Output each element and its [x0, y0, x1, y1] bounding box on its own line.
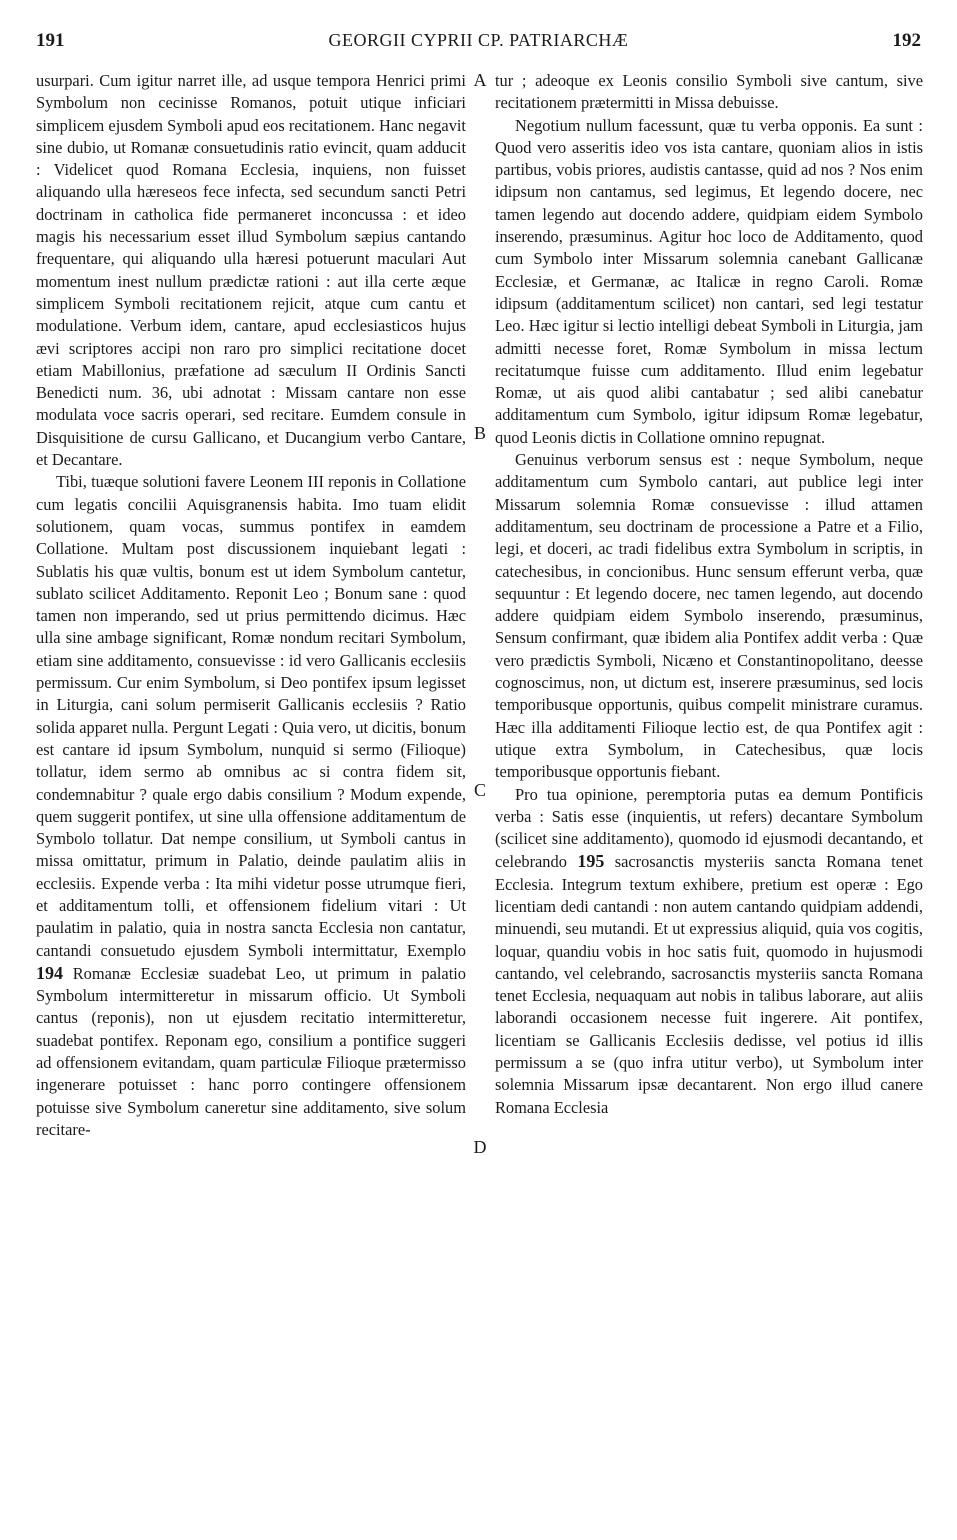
right-paragraph-4-text: Pro tua opinione, peremptoria putas ea demum Pontificis verba : Satis esse (inquientis, ut refers) decantare Symbolum (scilicet sine additamento), quomodo id ejusmodi decantando, et celebrando	[495, 784, 923, 872]
left-paragraph-2-tail: Romanæ Ecclesiæ suadebat Leo, ut primum in palatio Symbolum intermitteretur in missarum officio. Ut Symboli cantus (reponis), non ut ejusdem recitatio intermitteretur, suadebat pontifex. Reponam ego, consilium a pontifice suggeri ad offensionem evitandam, quam particulæ Filioque prætermisso ingenerare potuisset : hanc porro contingere offensionem potuisse sive Symbolum caneretur sine additamento, sive solum recitare-	[36, 963, 466, 1139]
margin-letter-b: B	[473, 423, 486, 443]
page-number-right: 192	[892, 30, 921, 51]
margin-letter-d: D	[473, 1137, 487, 1157]
right-paragraph-1: tur ; adeoque ex Leonis consilio Symboli sive cantum, sive recitationem prætermitti in Missa debuisse.	[495, 71, 923, 113]
column-number-195: 195	[577, 851, 605, 872]
right-column	[495, 70, 923, 1119]
column-number-194: 194	[36, 962, 63, 983]
running-title: GEORGII CYPRII CP. PATRIARCHÆ	[328, 30, 629, 50]
right-paragraph-2: Negotium nullum facessunt, quæ tu verba opponis. Ea sunt : Quod vero asseritis ideo vos ista cantare, quoniam alios in istis partibus, vobis priores, audistis cantasse, quid ad nos ? Nos enim idipsum non cantamus, sed legimus, Et legendo docere, nec tamen legendo aut docendo addere, quidpiam eidem Symbolo inserendo, præsuminus. Agitur hoc loco de Additamento, quod cum Symbolo inter Missarum solemnia canebant Gallicanæ Ecclesiæ, et Germanæ, ac Italicæ in regno Caroli. Romæ idipsum (additamentum scilicet) non cantari, sed legi testatur Leo. Hæc igitur si lectio intelligi debeat Symboli in Liturgia, jam admitti necesse foret, Romæ Symbolum in missa lectum recitatumque fuisse cum additamento. Illud enim legebatur Romæ, ut ais quod alibi cantabatur ; sed alibi canebatur additamentum cum Symbolo, igitur idipsum Romæ legebatur, quod Leonis dictis in Collatione omnino repugnat.	[495, 115, 923, 447]
left-column	[36, 70, 466, 1141]
right-paragraph-3: Genuinus verborum sensus est : neque Symbolum, neque additamentum cum Symbolo cantari, aut publice legi inter Missarum solemnia Romæ consuevisse : illud attamen additamentum, seu doctrinam de processione a Patre et a Filio, legi, et doceri, ac tradi fidelibus extra Symbolum in scriptis, in catechesibus, in concionibus. Hunc sensum efferunt verba, quæ sequuntur : Et legendo docere, nec tamen legendo, aut docendo addere quidpiam eidem Symbolo inserendo, præsuminus, Sensum confirmant, quæ ibidem alia Pontifex addit verba : Quæ vero prædictis Symboli, Nicæno et Constantinopolitano, deesse cognoscimus, non, ut dictum est, inserere præsuminus, sed locis temporibusque opportunis, quibus compelit ministrare curamus. Hæc illa additamenti Filioque lectio est, de qua Pontifex agit : utique extra Symbolum, in Catechesibus, quæ locis temporibusque opportunis fiebant.	[495, 450, 923, 782]
right-paragraph-4-tail: sacrosanctis mysteriis sancta Romana tenet Ecclesia. Integrum textum exhibere, pretium est operæ : Ego licentiam dedi cantandi : non autem cantando quidpiam addendi, minuendi, seu mutandi. Et ut expressius aliquid, quia vos cogitis, loquar, quandiu vobis in hoc satis fuit, quomodo in hujusmodi cantando, vel celebrando, sacrosanctis mysteriis sancta Romana tenet Ecclesia, nequaquam aut nobis in talibus laborare, aut aliis laborandi occasionem necesse fuit ingerere. Ait pontifex, licentiam se Gallicanis Ecclesiis dedisse, vel potius id illis permissum a se (quo infra utitur verbo), ut Symbolum inter solemnia Missarum ipsæ decantarent. Non ergo illud canere Romana Ecclesia	[495, 852, 923, 1117]
left-paragraph-1: usurpari. Cum igitur narret ille, ad usque tempora Henrici primi Symbolum non cecinisse Romanos, potuit utique inficiari simplicem ejusdem Symboli apud eos recitationem. Hanc negavit sine dubio, ut Romanæ consuetudinis ratio evincit, quam adducit : Videlicet quod Romana Ecclesia, inquiens, non fuisset aliquando ulla hæreseos fece infecta, sed secundum sancti Petri doctrinam in catholica fide permaneret inconcussa : et ideo magis his necessarium esset illud Symbolum sæpius cantando frequentare, qui aliquando ulla hæresi potuerunt maculari Aut momentum inest nullum prædictæ rationi : aut illa certe æque simplicem Symboli recitationem rejicit, atque cum cantu et modulatione. Verbum idem, cantare, apud ecclesiasticos hujus ævi scriptores accipi non raro pro simplici recitatione docet etiam Mabillonius, præfatione ad sæculum II Ordinis Sancti Benedicti num. 36, ubi adnotat : Missam cantare non esse modulata voce sacris operari, sed recitare. Eumdem consule in Disquisitione de cursu Gallicano, et Ducangium verbo Cantare, et Decantare.	[36, 71, 466, 470]
right-paragraph-4	[495, 784, 923, 1119]
left-paragraph-2-text: Tibi, tuæque solutioni favere Leonem III reponis in Collatione cum legatis concilii Aquisgranensis habita. Imo tuam elidit solutionem, quam vocas, summus pontifex in eamdem Collatione. Multam post discussionem inquiebant legati : Sublatis his quæ vultis, bonum est ut idem Symbolum cantetur, sublato scilicet Additamento. Reponit Leo ; Bonum sane : quod tamen non imperando, sed ut prius permittendo dicimus. Hæc ulla sine ambage significant, Romæ nondum recitari Symbolum, etiam sine additamento, consuevisse : id vero Gallicanis ecclesiis permissum. Cur enim Symbolum, si Deo pontifex ipsum legisset in Liturgia, cani solum permiserit Gallicanis ecclesiis ? Ratio solida apparet nulla. Pergunt Legati : Quia vero, ut dicitis, bonum est cantare id ipsum Symbolum, nunquid si sermo (Filioque) tollatur, idem sermo ab omnibus ac si contra fidem sit, condemnabitur ? quale ergo dabis consilium ? Modum expende, quem suggerit pontifex, ut sine ulla offensione additamentum de Symbolo tollatur. Dat nempe consilium, ut Symboli cantus in missa omittatur, primum in Palatio, deinde paulatim aliis in ecclesiis. Expende verba : Ita mihi videtur posse utrumque fieri, et additamentum tolli, et offensionem fidelium vitari : Ut paulatim in palatio, quia in nostra sancta Ecclesia non cantatur, cantandi consuetudo ejusdem Symboli intermittatur, Exemplo	[36, 472, 466, 960]
margin-letter-a: A	[473, 70, 487, 90]
page-header	[0, 30, 957, 58]
left-paragraph-2	[36, 471, 466, 1141]
margin-letter-c: C	[473, 780, 486, 800]
page-number-left: 191	[36, 30, 65, 51]
